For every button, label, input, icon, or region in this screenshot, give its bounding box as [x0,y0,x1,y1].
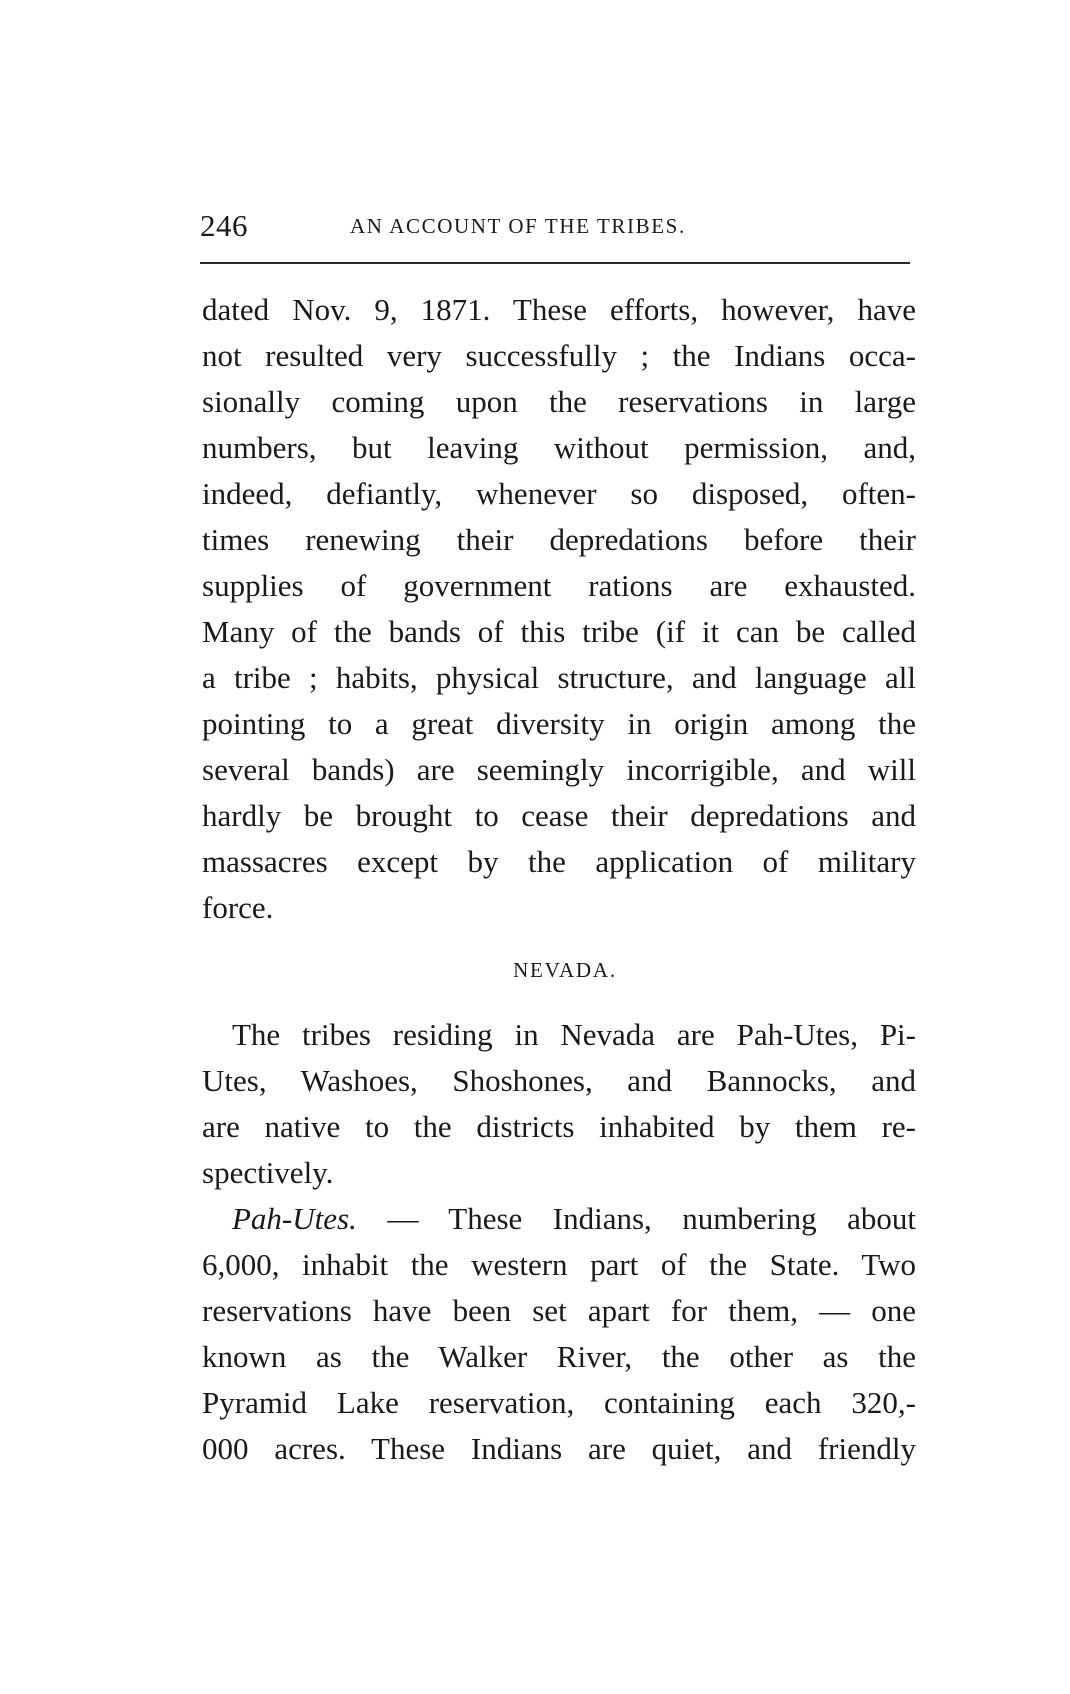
text-line: spectively. [202,1155,334,1190]
text-line: 6,000, inhabit the western part of the State. Two [202,1247,916,1282]
paragraph-3 [202,1196,916,1472]
text-line: Many of the bands of this tribe (if it can be called [202,614,916,649]
running-head: AN ACCOUNT OF THE TRIBES. [350,214,686,238]
text-line: reservations have been set apart for them, — one [202,1293,916,1328]
page-number: 246 [200,208,248,243]
text-line: indeed, defiantly, whenever so disposed, often- [202,476,916,511]
text-line: pointing to a great diversity in origin among the [202,706,916,741]
text-line-rest: — These Indians, numbering about [356,1201,916,1236]
text-line: 000 acres. These Indians are quiet, and friendly [202,1431,916,1466]
text-line: known as the Walker River, the other as the [202,1339,916,1374]
header-rule [200,262,910,264]
section-heading: NEVADA. [513,958,617,982]
text-line: dated Nov. 9, 1871. These efforts, however, have [202,292,916,327]
text-line: not resulted very successfully ; the Indians occa- [202,338,916,373]
text-line: hardly be brought to cease their depredations and [202,798,916,833]
text-line: numbers, but leaving without permission, and, [202,430,916,465]
text-line: a tribe ; habits, physical structure, and language all [202,660,916,695]
text-line-first [202,1196,916,1242]
text-line: times renewing their depredations before their [202,522,916,557]
text-line: massacres except by the application of military [202,844,916,879]
text-line: Utes, Washoes, Shoshones, and Bannocks, and [202,1063,916,1098]
text-line: several bands) are seemingly incorrigible, and will [202,752,916,787]
page-header [200,208,910,248]
paragraph-1 [202,287,916,931]
text-line: are native to the districts inhabited by them re- [202,1109,916,1144]
text-line: sionally coming upon the reservations in large [202,384,916,419]
subsection-lead-in: Pah-Utes. [232,1201,357,1236]
text-line: The tribes residing in Nevada are Pah-Utes, Pi- [232,1017,916,1052]
text-line: Pyramid Lake reservation, containing each 320,- [202,1385,916,1420]
text-line: force. [202,890,274,925]
paragraph-2 [202,1012,916,1196]
text-line: supplies of government rations are exhausted. [202,568,916,603]
